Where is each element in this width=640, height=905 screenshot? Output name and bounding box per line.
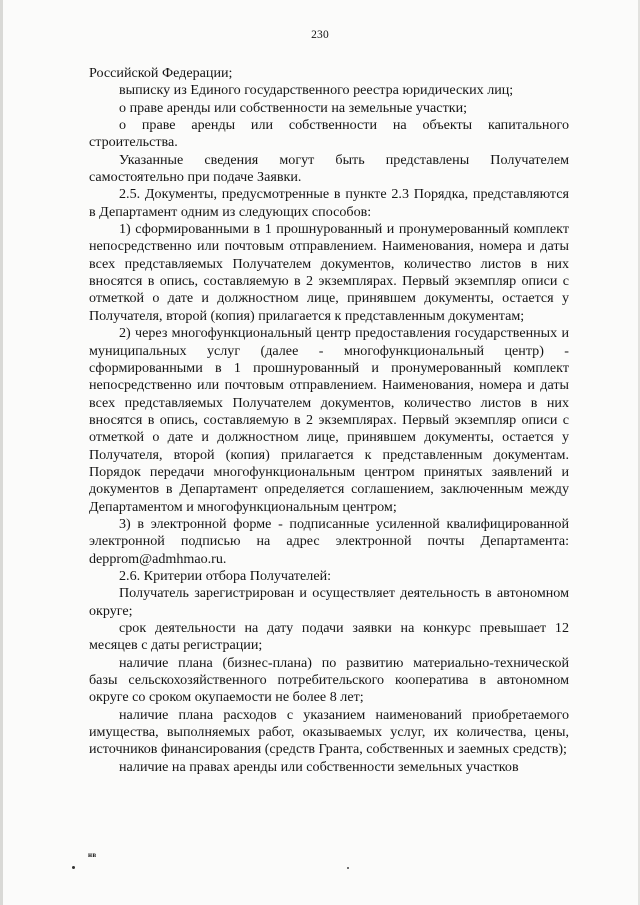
scan-speck xyxy=(72,866,75,869)
paragraph-egrul-extract: выписку из Единого государственного реестра юридических лиц; xyxy=(119,82,514,99)
paragraph-2-5: 2.5. Документы, предусмотренные в пункте 2.3 Порядка, представляются в Департамент одним из следующих способов: xyxy=(89,186,569,220)
paragraph-land-rights: о праве аренды или собственности на земельные участки; xyxy=(119,99,468,116)
paragraph-method-2: 2) через многофункциональный центр предоставления государственных и муниципальных услуг (далее - многофункциональный центр) - сформированными в 1 прошнурованный и пронумерованный комплект непосредственно или почтовым отправлением. Наименования, номера и даты всех представляемых Получателем документов, количество листов в них вносятся в опись, составляемую в 2 экземплярах. Первый экземпляр описи с отметкой о дате и должностном лице, принявшем документы, остается у Получателя, второй (копия) прилагается к представленным документам. Порядок передачи многофункциональным центром принятых заявлений и документов в Департамент определяется соглашением, заключенным между Департаментом и многофункциональным центром; xyxy=(89,325,569,515)
paragraph-criterion-business-plan: наличие плана (бизнес-плана) по развитию материально-технической базы сельскохозяйственного потребительского кооператива в автономном округе со сроком окупаемости не более 8 лет; xyxy=(89,654,569,706)
paragraph-construction-rights: о праве аренды или собственности на объекты капитального строительства. xyxy=(89,117,569,151)
body-text xyxy=(89,65,569,776)
paragraph-method-1: 1) сформированными в 1 прошнурованный и пронумерованный комплект непосредственно или почтовым отправлением. Наименования, номера и даты всех представляемых Получателем документов, количество листов в них вносятся в опись, составляемую в 2 экземплярах. Первый экземпляр описи с отметкой о дате и должностном лице, принявшем документы, остается у Получателя, второй (копия) прилагается к представленным документам; xyxy=(89,221,569,324)
page-number: 230 xyxy=(311,29,329,41)
paragraph-criterion-registered: Получатель зарегистрирован и осуществляет деятельность в автономном округе; xyxy=(89,585,569,619)
scan-speck xyxy=(347,867,349,869)
footer-mark: нв xyxy=(88,851,97,859)
paragraph-self-submission: Указанные сведения могут быть представлены Получателем самостоятельно при подаче Заявки. xyxy=(89,151,569,186)
paragraph-2-6-heading: 2.6. Критерии отбора Получателей: xyxy=(119,567,332,584)
paragraph-method-3: 3) в электронной форме - подписанные усиленной квалифицированной электронной подписью на адрес электронной почты Департамента: depprom@admhmao.ru. xyxy=(89,515,569,567)
paragraph-criterion-term: срок деятельности на дату подачи заявки на конкурс превышает 12 месяцев с даты регистрации; xyxy=(89,620,569,654)
paragraph-criterion-land: наличие на правах аренды или собственности земельных участков xyxy=(119,758,519,775)
paragraph-criterion-expense-plan: наличие плана расходов с указанием наименований приобретаемого имущества, выполняемых работ, оказываемых услуг, их количества, цены, источников финансирования (средств Гранта, собственных и заемных средств); xyxy=(89,706,569,758)
page-edge-left xyxy=(0,0,3,905)
paragraph-continuation: Российской Федерации; xyxy=(89,65,233,81)
